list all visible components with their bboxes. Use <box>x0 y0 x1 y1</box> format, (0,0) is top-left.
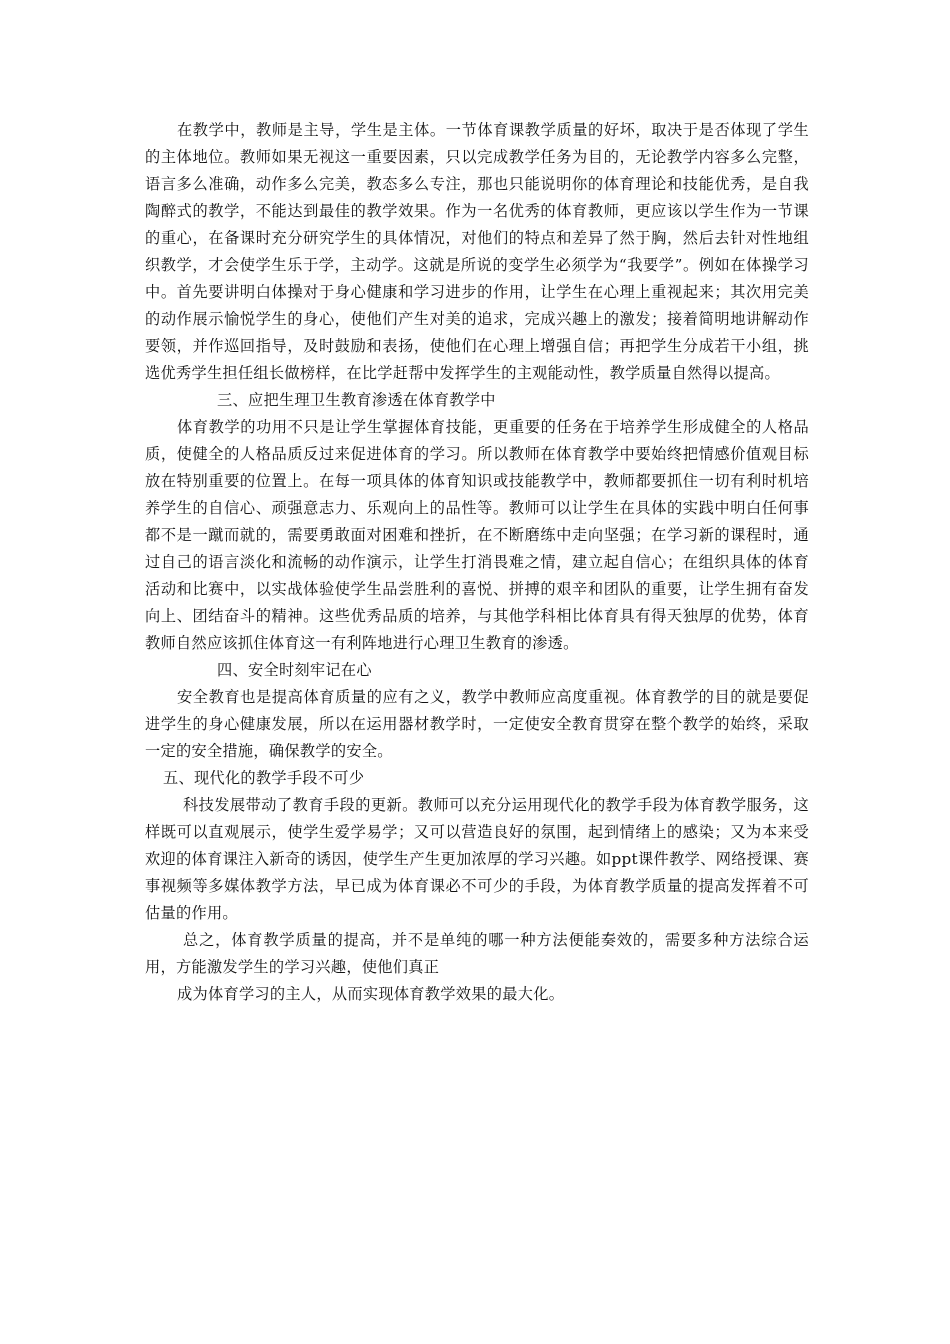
section-heading-3: 三、应把生理卫生教育渗透在体育教学中 <box>217 391 496 409</box>
paragraph-safety: 安全教育也是提高体育质量的应有之义，教学中教师应高度重视。体育教学的目的就是要促进学生的身心健康发展，所以在运用器材教学时，一定使安全教育贯穿在整个教学的始终，采取一定的安全措施，确保教学的安全。 <box>145 688 809 760</box>
paragraph-conclusion: 成为体育学习的主人，从而实现体育教学效果的最大化。 <box>177 985 565 1003</box>
section-heading-5: 五、现代化的教学手段不可少 <box>163 769 365 787</box>
paragraph-hygiene-education: 体育教学的功用不只是让学生掌握体育技能，更重要的任务在于培养学生形成健全的人格品质，使健全的人格品质反过来促进体育的学习。所以教师在体育教学中要始终把情感价值观目标放在特别重要的位置上。在每一项具体的体育知识或技能教学中，教师都要抓住一切有利时机培养学生的自信心、顽强意志力、乐观向上的品性等。教师可以让学生在具体的实践中明白任何事都不是一蹴而就的，需要勇敢面对困难和挫折，在不断磨练中走向坚强；在学习新的课程时，通过自己的语言淡化和流畅的动作演示，让学生打消畏难之情，建立起自信心；在组织具体的体育活动和比赛中，以实战体验使学生品尝胜利的喜悦、拼搏的艰辛和团队的重要，让学生拥有奋发向上、团结奋斗的精神。这些优秀品质的培养，与其他学科相比体育具有得天独厚的优势，体育教师自然应该抓住体育这一有利阵地进行心理卫生教育的渗透。 <box>145 418 809 652</box>
document-body <box>145 117 809 1008</box>
paragraph-modern-methods: 科技发展带动了教育手段的更新。教师可以充分运用现代化的教学手段为体育教学服务，这样既可以直观展示，使学生爱学易学；又可以营造良好的氛围，起到情绪上的感染；又为本来受欢迎的体育课注入新奇的诱因，使学生产生更加浓厚的学习兴趣。如ppt课件教学、网络授课、赛事视频等多媒体教学方法，早已成为体育课必不可少的手段，为体育教学质量的提高发挥着不可估量的作用。 <box>145 796 809 922</box>
paragraph-student-subject: 在教学中，教师是主导，学生是主体。一节体育课教学质量的好坏，取决于是否体现了学生的主体地位。教师如果无视这一重要因素，只以完成教学任务为目的，无论教学内容多么完整，语言多么准确，动作多么完美，教态多么专注，那也只能说明你的体育理论和技能优秀，是自我陶醉式的教学，不能达到最佳的教学效果。作为一名优秀的体育教师，更应该以学生作为一节课的重心，在备课时充分研究学生的具体情况，对他们的特点和差异了然于胸，然后去针对性地组织教学，才会使学生乐于学，主动学。这就是所说的变学生必须学为“我要学”。例如在体操学习中。首先要讲明白体操对于身心健康和学习进步的作用，让学生在心理上重视起来；其次用完美的动作展示愉悦学生的身心，使他们产生对美的追求，完成兴趣上的激发；接着简明地讲解动作要领，并作巡回指导，及时鼓励和表扬，使他们在心理上增强自信；再把学生分成若干小组，挑选优秀学生担任组长做榜样，在比学赶帮中发挥学生的主观能动性，教学质量自然得以提高。 <box>145 121 809 382</box>
section-heading-4: 四、安全时刻牢记在心 <box>217 661 372 679</box>
paragraph-summary: 总之，体育教学质量的提高，并不是单纯的哪一种方法便能奏效的，需要多种方法综合运用，方能激发学生的学习兴趣，使他们真正 <box>145 931 809 976</box>
